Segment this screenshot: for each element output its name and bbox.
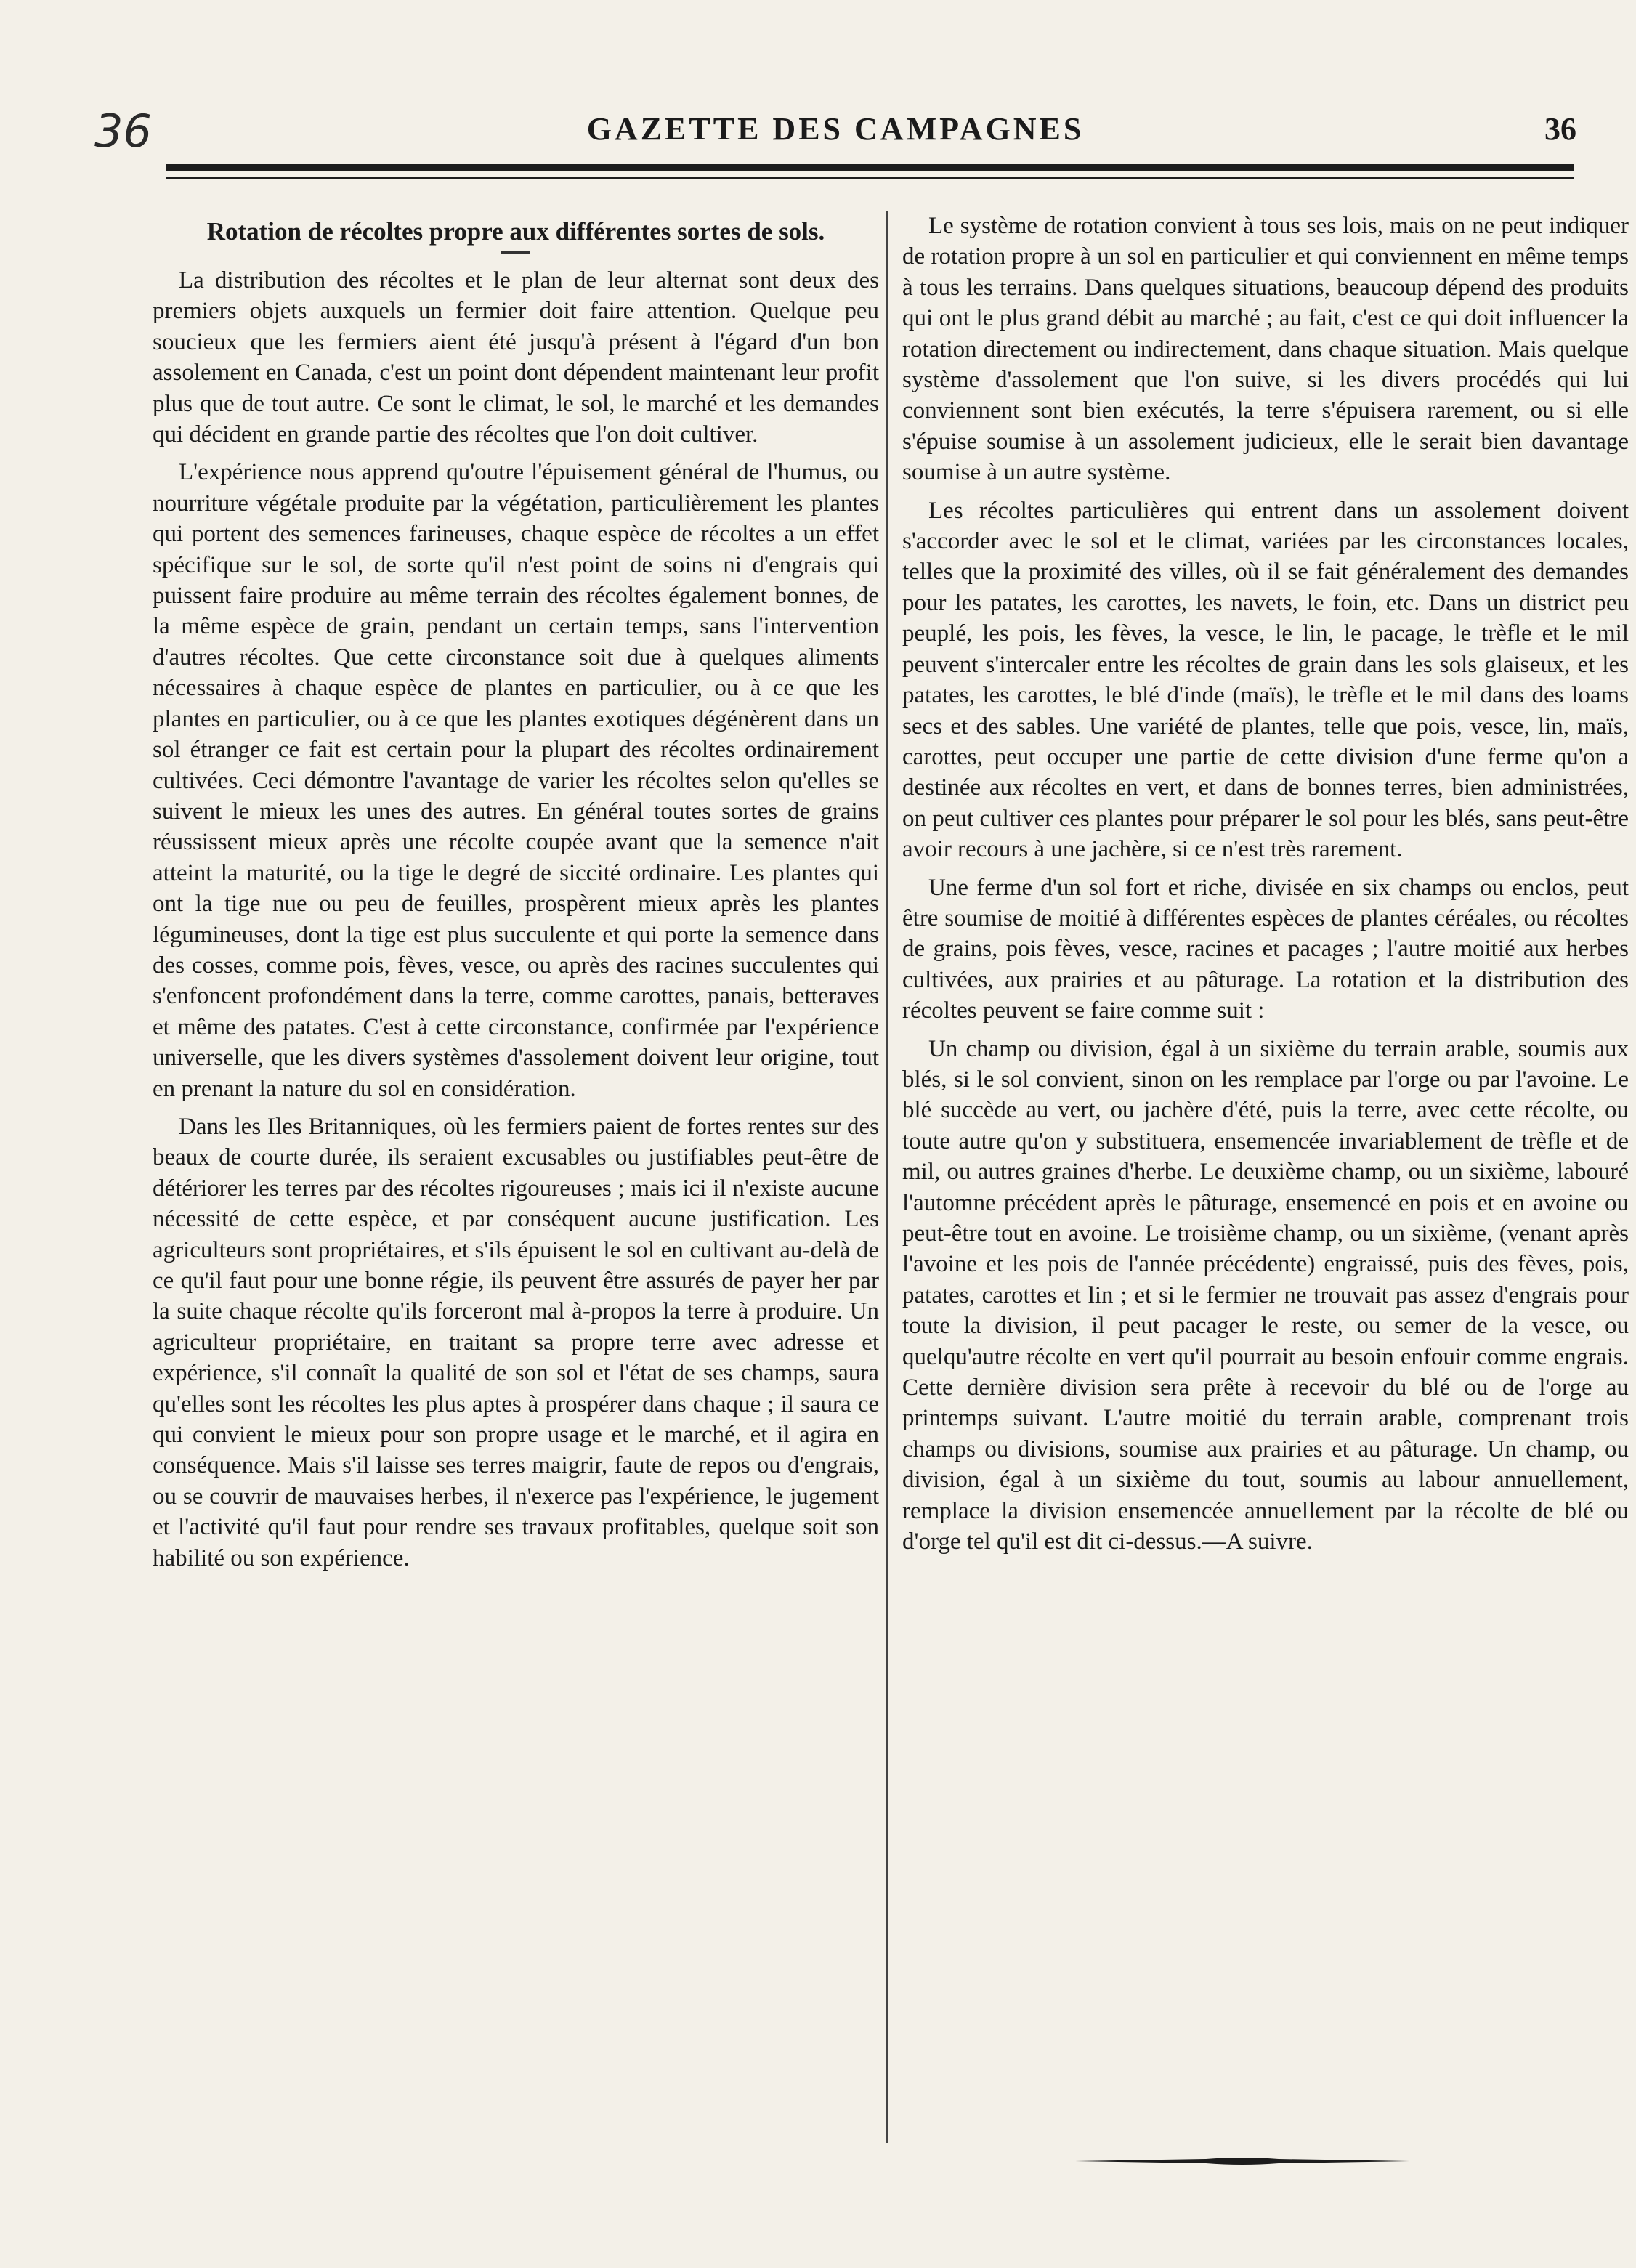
page-header xyxy=(94,102,1576,158)
paragraph: Les récoltes particulières qui entrent dans un assolement doivent s'accorder avec le sol et le climat, variées par les circonstances locales, telles que la proximité des villes, où il se fait généralement des demandes pour les patates, les carottes, les navets, le foin, etc. Dans un district peu peuplé, les pois, les fèves, la vesce, le lin, le pacage, le trèfle et le mil peuvent s'intercaler entre les récoltes de grain dans les sols glaiseux, et les patates, les carottes, le blé d'inde (maïs), le trèfle et le mil dans des loams secs et des sables. Une variété de plantes, telle que pois, vesce, lin, maïs, carottes, peut occuper une partie de cette division d'une ferme qu'on a destinée aux récoltes en vert, et dans de bonnes terres, bien administrées, on peut cultiver ces plantes pour préparer le sol pour les blés, sans peut-être avoir recours à une jachère, si ce n'est très rarement. xyxy=(902,497,1629,863)
paragraph: Un champ ou division, égal à un sixième du terrain arable, soumis aux blés, si le sol convient, sinon on les remplace par l'orge ou par l'avoine. Le blé succède au vert, ou jachère d'été, puis la terre, avec cette récolte, ou toute autre qu'on y substituera, ensemencée invariablement de trèfle et de mil, ou autres graines d'herbe. Le deuxième champ, ou un sixième, labouré l'automne précédent après le pâturage, ensemencé en pois et en avoine ou peut-être tout en avoine. Le troisième champ, ou un sixième, (venant après l'avoine et les pois de l'année précédente) engraissé, puis des fèves, pois, patates, carottes et lin ; et si le fermier ne trouvait pas assez d'engrais pour toute la division, il peut pacager le reste, ou semer de la vesce, ou quelqu'autre récolte en vert qu'il pourrait au besoin enfouir comme engrais. Cette dernière division sera prête à recevoir du blé ou de l'orge au printemps suivant. L'autre moitié du terrain arable, comprenant trois champs ou divisions, soumise aux prairies et au pâturage. Un champ, ou division, égal à un sixième du tout, soumis au labour annuellement, remplace la division ensemencée annuellement par la récolte de blé ou d'orge tel qu'il est dit ci-dessus.—A suivre. xyxy=(902,1035,1629,1555)
paragraph: Dans les Iles Britanniques, où les fermiers paient de fortes rentes sur des beaux de courte durée, ils seraient excusables ou justifiables peut-être de détériorer les terres par des récoltes rigoureuses ; mais ici il n'existe aucune nécessité de cette espèce, et par conséquent aucune justification. Les agriculteurs sont propriétaires, et s'ils épuisent le sol en cultivant au-delà de ce qu'il faut pour une bonne régie, ils peuvent être assurés de payer her par la suite chaque récolte qu'ils forceront mal à-propos la terre à produire. Un agriculteur propriétaire, en traitant sa propre terre avec adresse et expérience, s'il connaît la qualité de son sol et l'état de ses champs, saura qu'elles sont les récoltes les plus aptes à prospérer dans chaque ; il saura ce qui convient le mieux pour son propre usage et le marché, et il agira en conséquence. Mais s'il laisse ses terres maigrir, faute de repos ou d'engrais, ou se couvrir de mauvaises herbes, il n'exerce pas l'expérience, le jugement et l'activité qu'il faut pour rendre ses travaux profitables, quelque soit son habilité ou son expérience. xyxy=(153,1113,879,1571)
end-ornament xyxy=(1075,2156,1409,2166)
page-number: 36 xyxy=(1544,111,1576,147)
paragraph: Une ferme d'un sol fort et riche, divisée en six champs ou enclos, peut être soumise de moitié à différentes espèces de plantes céréales, ou récoltes de grains, pois fèves, vesce, racines et pacages ; l'autre moitié aux herbes cultivées, aux prairies et au pâturage. La rotation et la distribution des récoltes peuvent se faire comme suit : xyxy=(902,874,1629,1024)
publication-title: GAZETTE DES CAMPAGNES xyxy=(586,111,1085,147)
paragraph: Le système de rotation convient à tous ses lois, mais on ne peut indiquer de rotation propre à un sol en particulier et qui conviennent en même temps à tous les terrains. Dans quelques situations, beaucoup dépend des produits qui ont le plus grand débit au marché ; au fait, c'est ce qui doit influencer la rotation directement ou indirectement, dans chaque situation. Mais quelque système d'assolement que l'on suive, si les divers procédés qui lui conviennent sont bien exécutés, la terre s'épuisera rarement, ou si elle s'épuise soumise à un assolement judicieux, elle le serait bien davantage soumise à un autre système. xyxy=(902,213,1629,486)
title-rule xyxy=(501,251,530,254)
column-divider xyxy=(886,211,888,2143)
header-rule-thick xyxy=(166,164,1574,171)
right-column xyxy=(902,211,1629,1564)
left-column xyxy=(153,211,879,1581)
handwritten-page-number: 36 xyxy=(94,105,152,158)
paragraph: L'expérience nous apprend qu'outre l'épuisement général de l'humus, ou nourriture végétale produite par la végétation, particulièrement les plantes qui portent des semences farineuses, chaque espèce de récoltes a un effet spécifique sur le sol, de sorte qu'il n'est point de soins ni d'engrais qui puissent faire produire au même terrain des récoltes également bonnes, de la même espèce de grain, pendant un certain temps, sans l'intervention d'autres récoltes. Que cette circonstance soit due à quelques aliments nécessaires à chaque espèce de plantes en particulier, ou à ce que les plantes en particulier, ou à ce que les plantes exotiques dégénèrent dans un sol étranger ce fait est certain pour la plupart des récoltes ordinairement cultivées. Ceci démontre l'avantage de varier les récoltes selon qu'elles se suivent le mieux les unes des autres. En général toutes sortes de grains réussissent mieux après une récolte coupée avant que la semence n'ait atteint la maturité, ou la tige le degré de siccité ordinaire. Les plantes qui ont la tige nue ou peu de feuilles, prospèrent mieux après les plantes légumineuses, dont la tige est plus succulente et qui porte la semence dans des cosses, comme pois, fèves, vesce, ou après des racines succulentes qui s'enfoncent profondément dans la terre, comme carottes, panais, betteraves et même des patates. C'est à cette circonstance, confirmée par l'expérience universelle, que les divers systèmes d'assolement doivent leur origine, tout en prenant la nature du sol en considération. xyxy=(153,459,879,1102)
article-title: Rotation de récoltes propre aux différentes sortes de sols. xyxy=(206,217,825,246)
header-rule-thin xyxy=(166,177,1574,179)
paragraph: La distribution des récoltes et le plan de leur alternat sont deux des premiers objets auxquels un fermier doit faire attention. Quelque peu soucieux que les fermiers aient été jusqu'à présent à l'égard d'un bon assolement en Canada, c'est un point dont dépendent maintenant leur profit plus que de tout autre. Ce sont le climat, le sol, le marché et les demandes qui décident en grande partie des récoltes que l'on doit cultiver. xyxy=(153,267,879,448)
